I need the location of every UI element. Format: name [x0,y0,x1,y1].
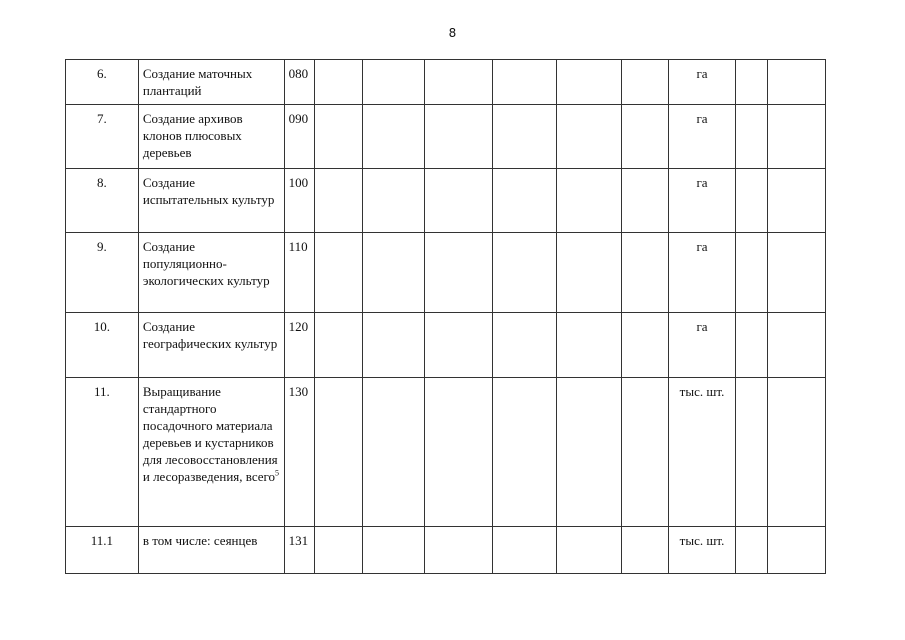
row-code: 100 [284,169,314,233]
row-code: 120 [284,313,314,378]
row-code: 080 [284,60,314,105]
row-code: 130 [284,378,314,527]
row-unit: га [669,105,736,169]
footnote-marker: 5 [275,468,280,478]
row-number: 9. [66,233,139,313]
row-number: 10. [66,313,139,378]
row-unit: га [669,233,736,313]
row-name: Создание испытательных культур [138,169,284,233]
table-row [66,60,826,105]
row-name: Создание географических культур [138,313,284,378]
row-unit: тыс. шт. [669,527,736,574]
row-unit: тыс. шт. [669,378,736,527]
report-table [65,59,826,574]
row-unit: га [669,313,736,378]
row-number: 8. [66,169,139,233]
row-name: Создание архивов клонов плюсовых деревьев [138,105,284,169]
row-code: 110 [284,233,314,313]
table-row [66,527,826,574]
table-row [66,105,826,169]
row-name: Создание популяционно-экологических культур [138,233,284,313]
table-row [66,233,826,313]
table-row [66,169,826,233]
row-name: в том числе: сеянцев [138,527,284,574]
row-number: 11. [66,378,139,527]
row-code: 090 [284,105,314,169]
page-number: 8 [448,26,457,40]
row-number: 7. [66,105,139,169]
row-code: 131 [284,527,314,574]
table-row [66,313,826,378]
row-number: 11.1 [66,527,139,574]
row-name: Выращивание стандартного посадочного материала деревьев и кустарников для лесовосстановления и лесоразведения, всего [142,384,278,484]
row-unit: га [669,60,736,105]
table-row [66,378,826,527]
row-number: 6. [66,60,139,105]
row-unit: га [669,169,736,233]
row-name: Создание маточных плантаций [138,60,284,105]
